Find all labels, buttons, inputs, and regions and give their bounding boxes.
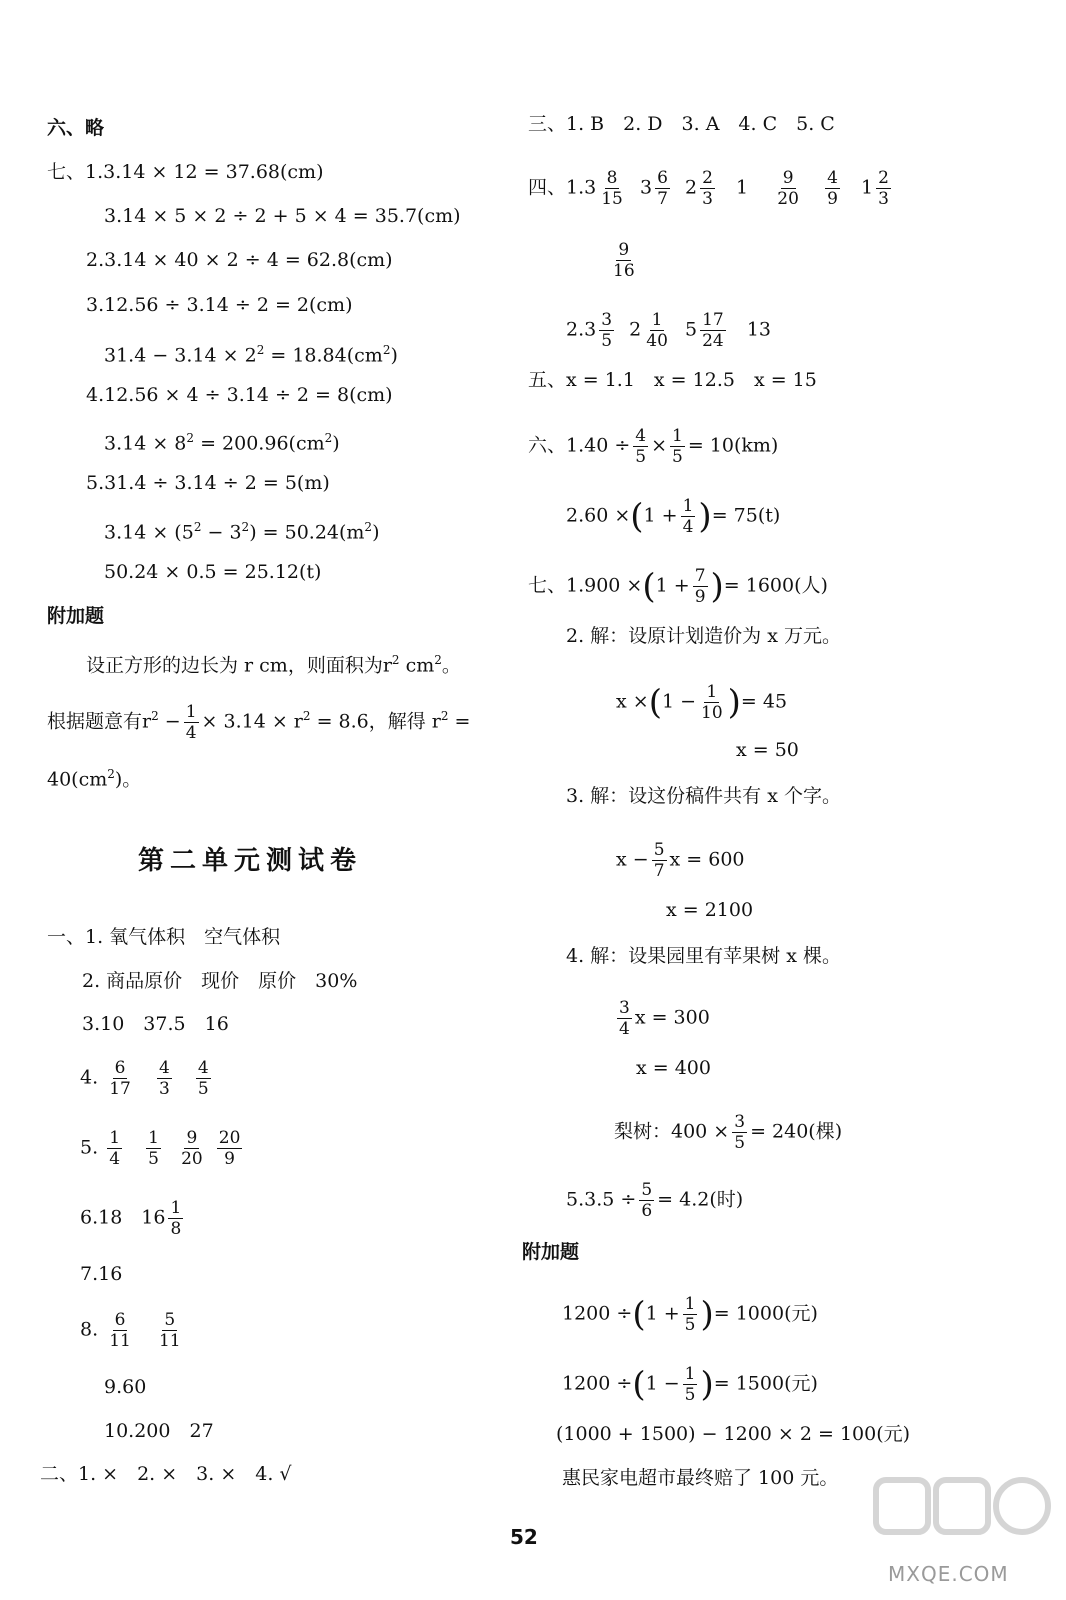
left-s-line-9: 9.60 bbox=[104, 1376, 147, 1398]
left-s-line-11: 二、1. × 2. × 3. × 4. √ bbox=[40, 1463, 292, 1485]
right-line-22: (1000 + 1500) − 1200 × 2 = 100(元) bbox=[556, 1423, 911, 1445]
left-s-line-2: 2. 商品原价 现价 原价 30% bbox=[82, 970, 358, 992]
right-line-14: x = 2100 bbox=[666, 899, 754, 921]
fraction: $\frac{20}{9}$ bbox=[218, 1128, 241, 1169]
left-line-4: 2.3.14 × 40 × 2 ÷ 4 = 62.8(cm) bbox=[86, 249, 393, 271]
fraction: $\frac{1}{4}$ bbox=[109, 1128, 121, 1169]
left-extra-line-2: 根据题意有$r^2$ − $\frac{1}{4}$ × $3.14 \times r^2 = 8.6$，解得 $r^2$ = bbox=[47, 702, 471, 743]
left-line-11: 50.24 × 0.5 = 25.12(t) bbox=[104, 561, 322, 583]
fraction: $\frac{2}{3}$ bbox=[878, 168, 889, 209]
fraction: $\frac{4}{5}$ bbox=[635, 426, 647, 467]
right-line-1: 三、1. B 2. D 3. A 4. C 5. C bbox=[528, 113, 835, 135]
fraction: $\frac{6}{11}$ bbox=[109, 1310, 131, 1351]
right-line-6: 六、1.40 ÷ $\frac{4}{5}$ × $\frac{1}{5}$ = 10(km) bbox=[528, 426, 779, 467]
watermark-text: MXQE.COM bbox=[888, 1562, 1009, 1586]
left-line-6: $31.4 - 3.14 \times 2^2 = 18.84(cm^2)$ bbox=[104, 343, 398, 367]
left-line-8: $3.14 \times 8^2 = 200.96(cm^2)$ bbox=[104, 431, 340, 455]
right-line-20: 1200 ÷(1 + $\frac{1}{5}$ )= 1000(元) bbox=[562, 1294, 818, 1335]
fraction: $\frac{6}{7}$ bbox=[657, 168, 668, 209]
fraction: $\frac{1}{10}$ bbox=[701, 682, 723, 723]
right-line-13: x − $\frac{5}{7}$ x = 600 bbox=[616, 840, 745, 881]
fraction: $\frac{8}{15}$ bbox=[601, 168, 623, 209]
right-line-10: x ×(1 − $\frac{1}{10}$ )= 45 bbox=[616, 682, 788, 723]
fraction: $\frac{1}{5}$ bbox=[684, 1294, 696, 1335]
right-line-12: 3. 解：设这份稿件共有 x 个字。 bbox=[566, 785, 841, 807]
fraction: $\frac{5}{11}$ bbox=[158, 1310, 181, 1351]
right-line-23: 惠民家电超市最终赔了 100 元。 bbox=[562, 1467, 839, 1489]
fraction: $\frac{1}{4}$ bbox=[682, 496, 694, 537]
right-line-8: 七、1.900 ×(1 + $\frac{7}{9}$ )= 1600(人) bbox=[528, 566, 828, 607]
fraction: $\frac{9}{20}$ bbox=[181, 1128, 203, 1169]
fraction: $\frac{9}{20}$ bbox=[777, 168, 799, 209]
left-s-line-8: 8. $\frac{6}{11}$ $\frac{5}{11}$ bbox=[80, 1310, 181, 1351]
fraction: $\frac{17}{24}$ bbox=[702, 310, 724, 351]
right-line-16: $\frac{3}{4}$ x = 300 bbox=[619, 998, 710, 1039]
right-line-2: 四、1.3 $\frac{8}{15}$ 3 $\frac{6}{7}$ 2 $\frac{2}{3}$ 1 $\frac{9}{20}$ $\frac{4}{9}$ 1 $\frac{2}{3}$ bbox=[528, 168, 889, 209]
left-line-5: 3.12.56 ÷ 3.14 ÷ 2 = 2(cm) bbox=[86, 294, 353, 316]
right-line-11: x = 50 bbox=[736, 739, 799, 761]
left-s-line-6: 6.18 16 $\frac{1}{8}$ bbox=[80, 1198, 182, 1239]
fraction: $\frac{1}{5}$ bbox=[672, 426, 683, 467]
left-s-line-1: 一、1. 氧气体积 空气体积 bbox=[47, 926, 281, 948]
right-line-5: 五、x = 1.1 x = 12.5 x = 15 bbox=[528, 369, 817, 391]
left-s-line-10: 10.200 27 bbox=[104, 1420, 214, 1442]
fraction: $\frac{5}{7}$ bbox=[653, 840, 665, 881]
section-title: 第二单元测试卷 bbox=[138, 846, 363, 876]
page-number: 52 bbox=[510, 1525, 538, 1549]
left-line-9: 5.31.4 ÷ 3.14 ÷ 2 = 5(m) bbox=[86, 472, 330, 494]
fraction: $\frac{1}{4}$ bbox=[185, 702, 197, 743]
left-line-1: 六、略 bbox=[47, 117, 105, 139]
fraction: $\frac{3}{5}$ bbox=[601, 310, 613, 351]
right-line-7: 2.60 ×(1 + $\frac{1}{4}$ )= 75(t) bbox=[566, 496, 781, 537]
fraction: $\frac{1}{5}$ bbox=[684, 1364, 696, 1405]
left-line-7: 4.12.56 × 4 ÷ 3.14 ÷ 2 = 8(cm) bbox=[86, 384, 393, 406]
left-extra-line-1: 设正方形的边长为 r cm，则面积为$r^2$ $cm^2$。 bbox=[86, 653, 461, 677]
fraction: $\frac{1}{5}$ bbox=[148, 1128, 159, 1169]
left-s-line-7: 7.16 bbox=[80, 1263, 123, 1285]
right-line-9: 2. 解：设原计划造价为 x 万元。 bbox=[566, 625, 841, 647]
left-extra-heading: 附加题 bbox=[47, 605, 105, 627]
right-line-18: 梨树：400 × $\frac{3}{5}$ = 240(棵) bbox=[614, 1112, 843, 1153]
left-line-3: 3.14 × 5 × 2 ÷ 2 + 5 × 4 = 35.7(cm) bbox=[104, 205, 461, 227]
fraction: $\frac{4}{5}$ bbox=[197, 1058, 209, 1099]
fraction: $\frac{1}{40}$ bbox=[646, 310, 668, 351]
right-line-15: 4. 解：设果园里有苹果树 x 棵。 bbox=[566, 945, 841, 967]
right-line-17: x = 400 bbox=[636, 1057, 711, 1079]
fraction: $\frac{3}{5}$ bbox=[734, 1112, 746, 1153]
right-line-3 bbox=[608, 240, 640, 281]
right-extra-heading: 附加题 bbox=[522, 1241, 580, 1263]
fraction: $\frac{9}{16}$ bbox=[613, 240, 635, 281]
left-line-2: 七、1.3.14 × 12 = 37.68(cm) bbox=[47, 161, 324, 183]
fraction: $\frac{4}{3}$ bbox=[158, 1058, 170, 1099]
fraction: $\frac{6}{17}$ bbox=[109, 1058, 131, 1099]
right-line-21: 1200 ÷(1 − $\frac{1}{5}$ )= 1500(元) bbox=[562, 1364, 818, 1405]
fraction: $\frac{5}{6}$ bbox=[641, 1180, 653, 1221]
left-s-line-5: 5. $\frac{1}{4}$ $\frac{1}{5}$ $\frac{9}{20}$ $\frac{20}{9}$ bbox=[80, 1128, 241, 1169]
fraction: $\frac{2}{3}$ bbox=[702, 168, 713, 209]
fraction: $\frac{3}{4}$ bbox=[619, 998, 630, 1039]
fraction: $\frac{4}{9}$ bbox=[827, 168, 838, 209]
fraction: $\frac{1}{8}$ bbox=[170, 1198, 182, 1239]
left-s-line-3: 3.10 37.5 16 bbox=[82, 1013, 229, 1035]
right-line-4: 2.3 $\frac{3}{5}$ 2 $\frac{1}{40}$ 5 $\frac{17}{24}$ 13 bbox=[566, 310, 772, 351]
right-line-19: 5.3.5 ÷ $\frac{5}{6}$ = 4.2(时) bbox=[566, 1180, 744, 1221]
left-line-10: $3.14 \times (5^2 - 3^2) = 50.24(m^2)$ bbox=[104, 520, 380, 544]
left-s-line-4: 4. $\frac{6}{17}$ $\frac{4}{3}$ $\frac{4}{5}$ bbox=[80, 1058, 209, 1099]
fraction: $\frac{7}{9}$ bbox=[694, 566, 706, 607]
left-extra-line-3: $40(cm^2)$。 bbox=[47, 767, 142, 791]
